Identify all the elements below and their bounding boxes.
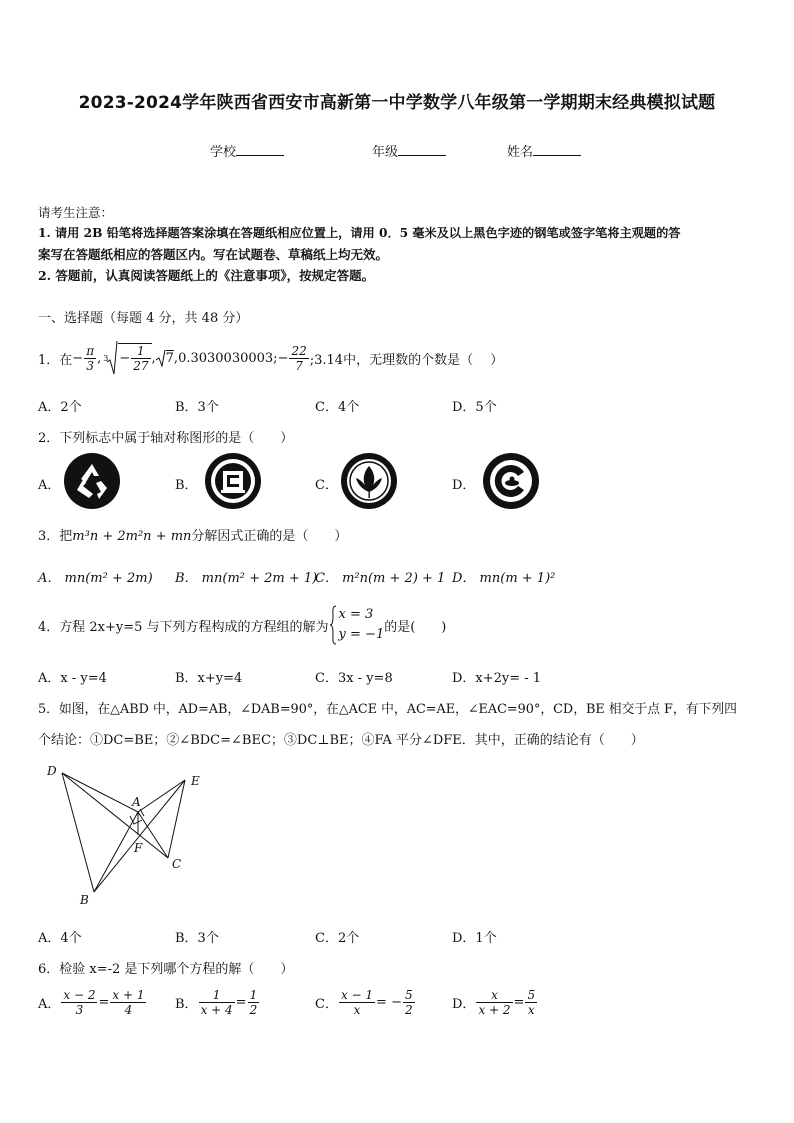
radical-sign-icon [106, 340, 118, 376]
c-emblem-logo-icon[interactable] [482, 452, 540, 510]
q1-frac-pi: $\frac{\pi}{3}$ [86, 343, 95, 373]
grade-label: 年级 [372, 145, 399, 160]
q2-option-c-label[interactable]: C． [315, 478, 338, 493]
label-f: F [134, 841, 143, 855]
notice-item1a: 1. 请用 2B 铅笔将选择题答案涂填在答题纸相应位置上，请用 0．5 毫米及以上黑色字迹的钢笔或签字笔将主观题的答 [38, 226, 681, 240]
label-c: C [172, 857, 182, 871]
q4-stem-b: 的是( ) [384, 619, 447, 635]
q4-option-c[interactable]: C．3x - y=8 [315, 671, 393, 686]
school-label: 学校 [210, 145, 237, 160]
q5-option-b[interactable]: B．3个 [175, 931, 219, 946]
grade-field[interactable] [372, 141, 446, 160]
leaf-emblem-logo-icon[interactable] [340, 452, 398, 510]
q3-option-a[interactable]: A． mn(m² + 2m) [38, 571, 153, 586]
page-title: 2023-2024学年陕西省西安市高新第一中学数学八年级第一学期期末经典模拟试题 [78, 93, 716, 113]
q4-system: x = 3 y = −1 [338, 607, 385, 642]
school-field[interactable] [210, 141, 284, 160]
notice-item2: 2. 答题前，认真阅读答题纸上的《注意事项》，按规定答题。 [38, 268, 375, 283]
q6-option-d[interactable]: D． $\frac{x}{x + 2}$ = $\frac{5}{x}$ [452, 987, 536, 1017]
question-5-line2: 个结论：①DC=BE；②∠BDC=∠BEC；③DC⊥BE；④FA 平分∠DFE．其中，正确的结论有（ ） [38, 733, 644, 748]
q3-option-b[interactable]: B． mn(m² + 2m + 1) [175, 571, 318, 586]
q3-stem-b: 分解因式正确的是（ ） [191, 529, 348, 544]
q6-option-c[interactable]: C． $\frac{x - 1}{x}$ = − $\frac{5}{2}$ [315, 987, 413, 1017]
geometry-figure [40, 760, 220, 910]
q5-option-a[interactable]: A．4个 [38, 931, 82, 946]
q1-cuberoot: 3 − $\frac{1}{27}$ [103, 340, 151, 376]
q6-option-a[interactable]: A． $\frac{x - 2}{3}$ = $\frac{x + 1}{4}$ [38, 987, 145, 1017]
q4-option-d[interactable]: D．x+2y= - 1 [452, 671, 542, 686]
label-e: E [191, 774, 200, 788]
q1-sqrt7: 7 [156, 349, 174, 367]
label-b: B [80, 893, 89, 907]
q3-option-c[interactable]: C． m²n(m + 2) + 1 [315, 571, 446, 586]
q1-prefix: 1．在 [38, 352, 73, 368]
q1-option-d[interactable]: D．5个 [452, 400, 497, 415]
q1-option-c[interactable]: C．4个 [315, 400, 360, 415]
label-a: A [132, 795, 141, 809]
q4-option-a[interactable]: A．x - y=4 [38, 671, 107, 686]
question-5-line1: 5．如图，在△ABD 中，AD=AB，∠DAB=90°，在△ACE 中，AC=AE，∠EAC=90°，CD，BE 相交于点 F，有下列四 [38, 702, 737, 717]
bank-logo-icon[interactable] [204, 452, 262, 510]
question-4 [38, 604, 446, 646]
label-d: D [47, 764, 57, 778]
notice-item1b: 案写在答题纸相应的答题区内。写在试题卷、草稿纸上均无效。 [38, 247, 389, 262]
q1-option-a[interactable]: A．2个 [38, 400, 82, 415]
q3-expression: m³n + 2m²n + mn [72, 529, 192, 544]
q4-option-b[interactable]: B．x+y=4 [175, 671, 243, 686]
q3-stem-a: 3．把 [38, 529, 73, 544]
q1-suffix: ;3.14中，无理数的个数是（ ） [309, 352, 504, 368]
q1-frac-22-7: $\frac{22}{7}$ [291, 343, 307, 373]
q1-decimal: 0.3030030003; [178, 350, 278, 366]
q2-option-a-label[interactable]: A． [38, 478, 61, 493]
question-2: 2．下列标志中属于轴对称图形的是（ ） [38, 431, 294, 446]
q4-stem-a: 4．方程 2x+y=5 与下列方程构成的方程组的解为 [38, 619, 329, 635]
q3-option-d[interactable]: D． mn(m + 1)² [452, 571, 556, 586]
radical-sign-icon [156, 349, 166, 367]
question-3 [38, 525, 347, 544]
q6-option-b[interactable]: B． $\frac{1}{x + 4}$ = $\frac{1}{2}$ [175, 987, 258, 1017]
question-1: 1．在 − $\frac{\pi}{3}$ , 3 − $\frac{1}{27}$ , 7 , 0.3030030003; − $\frac{22}{7}$ ;3.14中，无理数的个数是（ ） [38, 338, 503, 378]
question-6: 6．检验 x=-2 是下列哪个方程的解（ ） [38, 962, 294, 977]
q1-option-b[interactable]: B．3个 [175, 400, 219, 415]
q5-option-d[interactable]: D．1个 [452, 931, 497, 946]
notice-heading: 请考生注意： [38, 205, 114, 220]
q5-option-c[interactable]: C．2个 [315, 931, 360, 946]
q2-option-b-label[interactable]: B． [175, 478, 198, 493]
name-field[interactable] [507, 141, 581, 160]
recycle-logo-icon[interactable] [63, 452, 121, 510]
section-heading: 一、选择题（每题 4 分，共 48 分） [38, 311, 249, 326]
q2-option-d-label[interactable]: D． [452, 478, 476, 493]
name-label: 姓名 [507, 145, 534, 160]
brace-icon [329, 605, 337, 645]
